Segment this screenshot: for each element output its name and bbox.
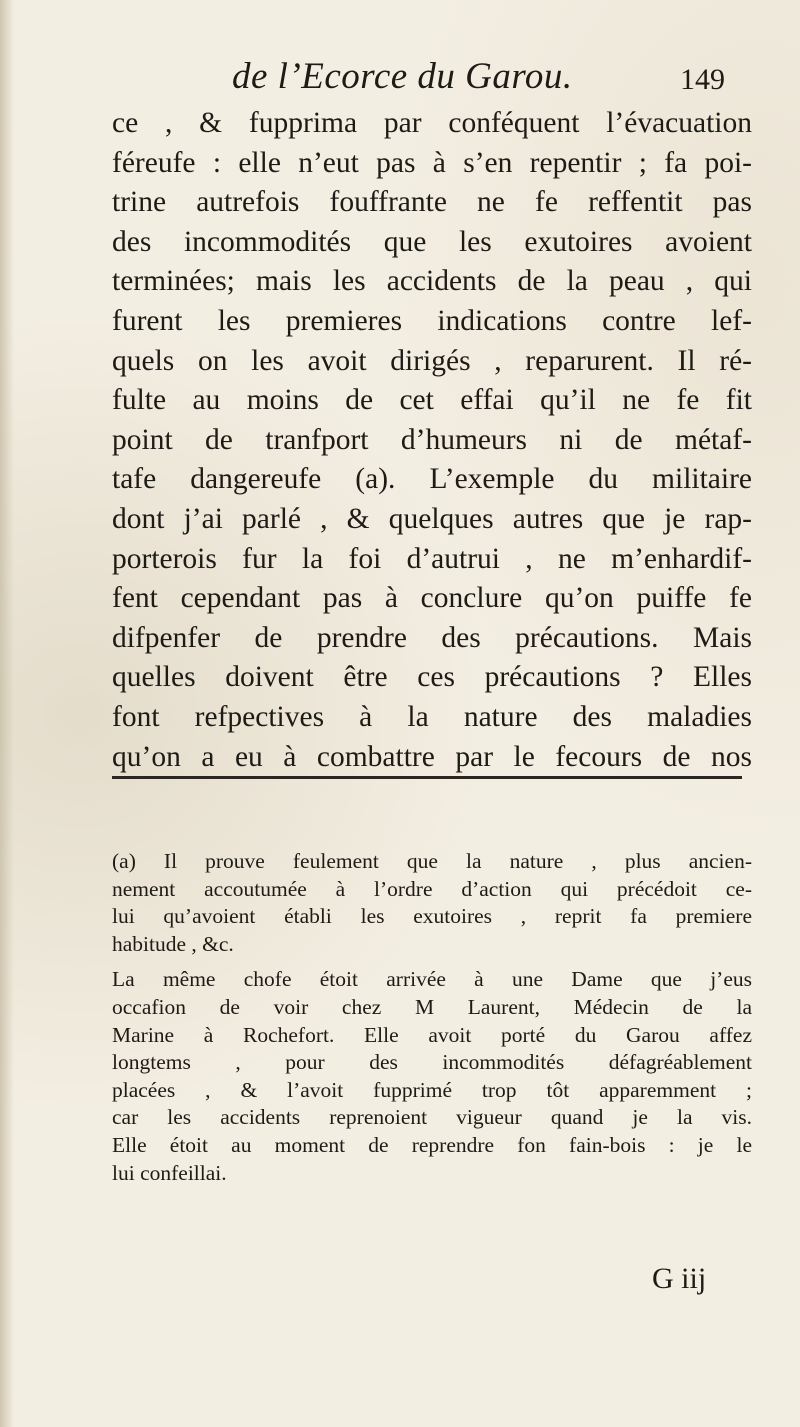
body-line: qu’on a eu à combattre par le fecours de nos	[112, 740, 752, 773]
page-gutter-shadow	[0, 0, 14, 1427]
body-line: font refpectives à la nature des maladies	[112, 700, 752, 733]
body-line: des incommodités que les exutoires avoient	[112, 225, 752, 258]
footnote-line: La même chofe étoit arrivée à une Dame que j’eus	[112, 967, 752, 992]
page-number: 149	[680, 63, 725, 96]
footnote-line: longtems , pour des incommodités défagréablement	[112, 1050, 752, 1075]
body-line: féreufe : elle n’eut pas à s’en repentir ; fa poi-	[112, 146, 752, 179]
body-line: quelles doivent être ces précautions ? Elles	[112, 661, 752, 694]
signature-mark: G iij	[652, 1262, 707, 1295]
footnote-line: car les accidents reprenoient vigueur quand je la vis.	[112, 1105, 752, 1130]
body-line: porterois fur la foi d’autrui , ne m’enhardif-	[112, 542, 752, 575]
body-line: fent cependant pas à conclure qu’on puiffe fe	[112, 582, 752, 615]
running-title: de l’Ecorce du Garou.	[232, 56, 573, 97]
footnote-line: lui qu’avoient établi les exutoires , reprit fa premiere	[112, 904, 752, 929]
footnote-line: Elle étoit au moment de reprendre fon fain-bois : je le	[112, 1132, 752, 1157]
footnote-line: (a) Il prouve feulement que la nature , plus ancien-	[112, 849, 752, 873]
body-line: fulte au moins de cet effai qu’il ne fe fit	[112, 384, 752, 417]
main-text	[112, 104, 752, 777]
footnote-block	[112, 848, 752, 1187]
body-line: dont j’ai parlé , & quelques autres que je rap-	[112, 502, 752, 535]
body-line: furent les premieres indications contre lef-	[112, 304, 752, 337]
footnote-line: nement accoutumée à l’ordre d’action qui précédoit ce-	[112, 876, 752, 901]
body-line: point de tranfport d’humeurs ni de métaf-	[112, 423, 752, 456]
body-line: quels on les avoit dirigés , reparurent. Il ré-	[112, 344, 752, 377]
body-line: tafe dangereufe (a). L’exemple du militaire	[112, 463, 752, 496]
footnote-line: occafion de voir chez M Laurent, Médecin de la	[112, 994, 752, 1019]
body-line: difpenfer de prendre des précautions. Mais	[112, 621, 752, 654]
body-line: terminées; mais les accidents de la peau , qui	[112, 265, 752, 298]
footnote-rule	[112, 776, 742, 779]
footnote-line: lui confeillai.	[112, 1160, 227, 1185]
body-line: trine autrefois fouffrante ne fe reffentit pas	[112, 186, 752, 219]
footnote-line: Marine à Rochefort. Elle avoit porté du Garou affez	[112, 1022, 752, 1047]
footnote-line: placées , & l’avoit fupprimé trop tôt apparemment ;	[112, 1077, 752, 1102]
footnote-line: habitude , &c.	[112, 931, 234, 956]
body-line: ce , & fupprima par conféquent l’évacuation	[112, 107, 752, 139]
running-head	[0, 55, 800, 101]
